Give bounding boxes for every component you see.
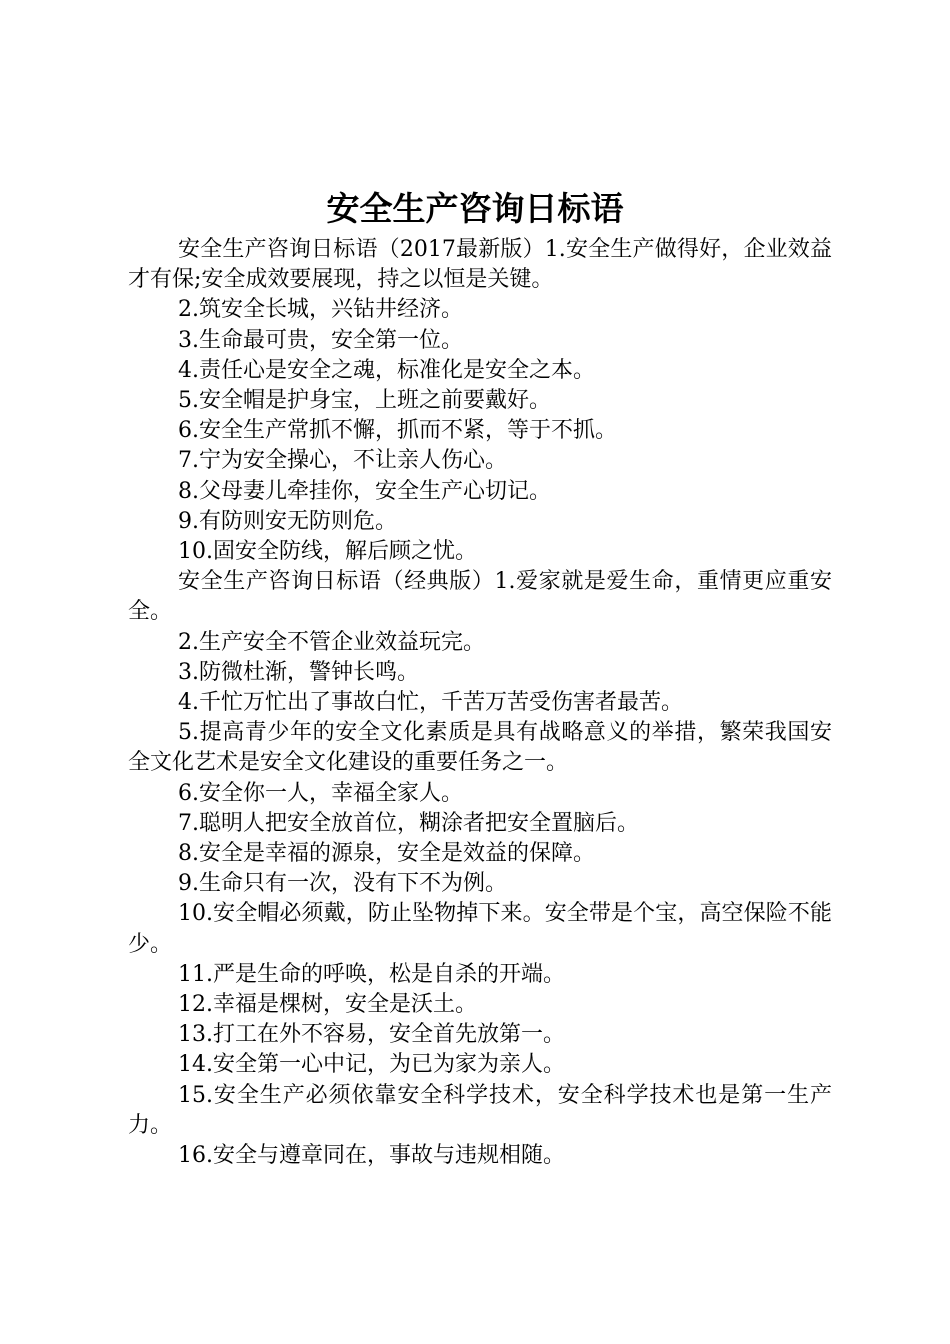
paragraph: 6.安全生产常抓不懈，抓而不紧，等于不抓。	[178, 418, 617, 444]
paragraph: 5.安全帽是护身宝，上班之前要戴好。	[178, 388, 551, 414]
paragraph: 15.安全生产必须依靠安全科学技术，安全科学技术也是第一生产力。	[128, 1082, 832, 1138]
paragraph: 2.生产安全不管企业效益玩完。	[178, 629, 485, 655]
paragraph: 8.父母妻儿牵挂你，安全生产心切记。	[178, 478, 551, 504]
paragraph: 安全生产咨询日标语（经典版）1.爱家就是爱生命，重情更应重安全。	[128, 569, 832, 625]
paragraph: 16.安全与遵章同在，事故与违规相随。	[178, 1143, 565, 1169]
paragraph: 9.有防则安无防则危。	[178, 508, 397, 534]
paragraph: 3.生命最可贵，安全第一位。	[178, 327, 463, 353]
paragraph: 5.提高青少年的安全文化素质是具有战略意义的举措，繁荣我国安全文化艺术是安全文化建设的重要任务之一。	[128, 720, 832, 776]
paragraph: 2.筑安全长城，兴钻井经济。	[178, 297, 463, 323]
paragraph: 13.打工在外不容易，安全首先放第一。	[178, 1022, 565, 1048]
paragraph: 14.安全第一心中记，为已为家为亲人。	[178, 1052, 565, 1078]
paragraph: 8.安全是幸福的源泉，安全是效益的保障。	[178, 841, 595, 867]
paragraph: 7.聪明人把安全放首位，糊涂者把安全置脑后。	[178, 810, 639, 836]
paragraph: 安全生产咨询日标语（2017最新版）1.安全生产做得好，企业效益才有保;安全成效要展现，持之以恒是关键。	[128, 237, 832, 293]
paragraph: 12.幸福是棵树，安全是沃土。	[178, 992, 477, 1018]
paragraph: 3.防微杜渐，警钟长鸣。	[178, 659, 419, 685]
document-body	[128, 235, 832, 1171]
paragraph: 10.安全帽必须戴，防止坠物掉下来。安全带是个宝，高空保险不能少。	[128, 901, 832, 957]
document-title: 安全生产咨询日标语	[326, 189, 624, 228]
paragraph: 4.千忙万忙出了事故白忙，千苦万苦受伤害者最苦。	[178, 690, 683, 716]
paragraph: 6.安全你一人，幸福全家人。	[178, 780, 463, 806]
paragraph: 10.固安全防线，解后顾之忧。	[178, 539, 477, 565]
paragraph: 7.宁为安全操心，不让亲人伤心。	[178, 448, 507, 474]
paragraph: 11.严是生命的呼唤，松是自杀的开端。	[178, 961, 565, 987]
paragraph: 4.责任心是安全之魂，标准化是安全之本。	[178, 357, 595, 383]
paragraph: 9.生命只有一次，没有下不为例。	[178, 871, 507, 897]
